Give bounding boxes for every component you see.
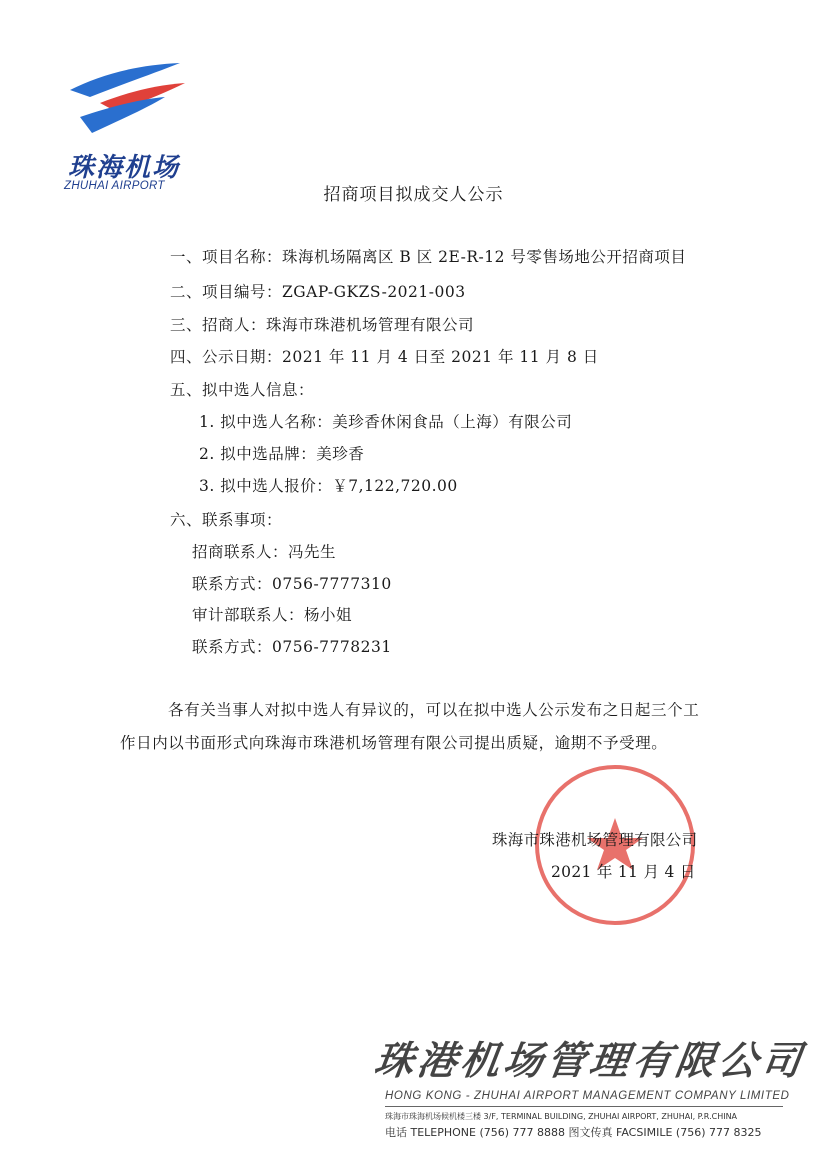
signature-date: 2021 年 11 月 4 日 [551, 863, 696, 881]
notice-line-2: 作日内以书面形式向珠海市珠港机场管理有限公司提出质疑，逾期不予受理。 [120, 734, 668, 752]
item-audit-phone: 联系方式：0756-7778231 [192, 638, 392, 656]
item-investment-phone: 联系方式：0756-7777310 [192, 575, 392, 593]
footer-address: 珠海市珠海机场候机楼三楼 3/F, TERMINAL BUILDING, ZHUHAI AIRPORT, ZHUHAI, P.R.CHINA [385, 1112, 738, 1121]
item-candidate-quote: 3. 拟中选人报价：￥7,122,720.00 [199, 477, 458, 495]
notice-line-1: 各有关当事人对拟中选人有异议的，可以在拟中选人公示发布之日起三个工 [168, 701, 700, 719]
page-title: 招商项目拟成交人公示 [323, 185, 504, 205]
item-project-code: 二、项目编号：ZGAP-GKZS-2021-003 [170, 283, 466, 301]
airport-logo-mark-icon [60, 55, 190, 145]
footer-phone-fax: 电话 TELEPHONE (756) 777 8888 图文传真 FACSIMILE (756) 777 8325 [385, 1126, 762, 1139]
item-candidate-brand: 2. 拟中选品牌：美珍香 [199, 445, 365, 463]
signature-company: 珠海市珠港机场管理有限公司 [492, 831, 698, 849]
item-audit-contact: 审计部联系人：杨小姐 [192, 606, 353, 624]
logo-chinese-name: 珠海机场 [68, 153, 181, 183]
item-candidate-info-heading: 五、拟中选人信息： [170, 381, 315, 399]
footer-company-en: HONG KONG - ZHUHAI AIRPORT MANAGEMENT COMPANY LIMITED [385, 1090, 790, 1102]
footer-divider [385, 1106, 783, 1107]
item-tenderer: 三、招商人：珠海市珠港机场管理有限公司 [170, 316, 475, 334]
letterhead-footer [371, 1030, 808, 1140]
item-candidate-name: 1. 拟中选人名称：美珍香休闲食品（上海）有限公司 [199, 413, 573, 431]
item-publicity-dates: 四、公示日期：2021 年 11 月 4 日至 2021 年 11 月 8 日 [170, 348, 599, 366]
airport-logo [60, 55, 210, 192]
logo-english-name: ZHUHAI AIRPORT [64, 180, 165, 192]
item-contacts-heading: 六、联系事项： [170, 511, 283, 529]
item-investment-contact: 招商联系人：冯先生 [192, 543, 337, 561]
footer-company-cn: 珠港机场管理有限公司 [371, 1039, 808, 1084]
item-project-name: 一、项目名称：珠海机场隔离区 B 区 2E-R-12 号零售场地公开招商项目 [170, 248, 687, 266]
